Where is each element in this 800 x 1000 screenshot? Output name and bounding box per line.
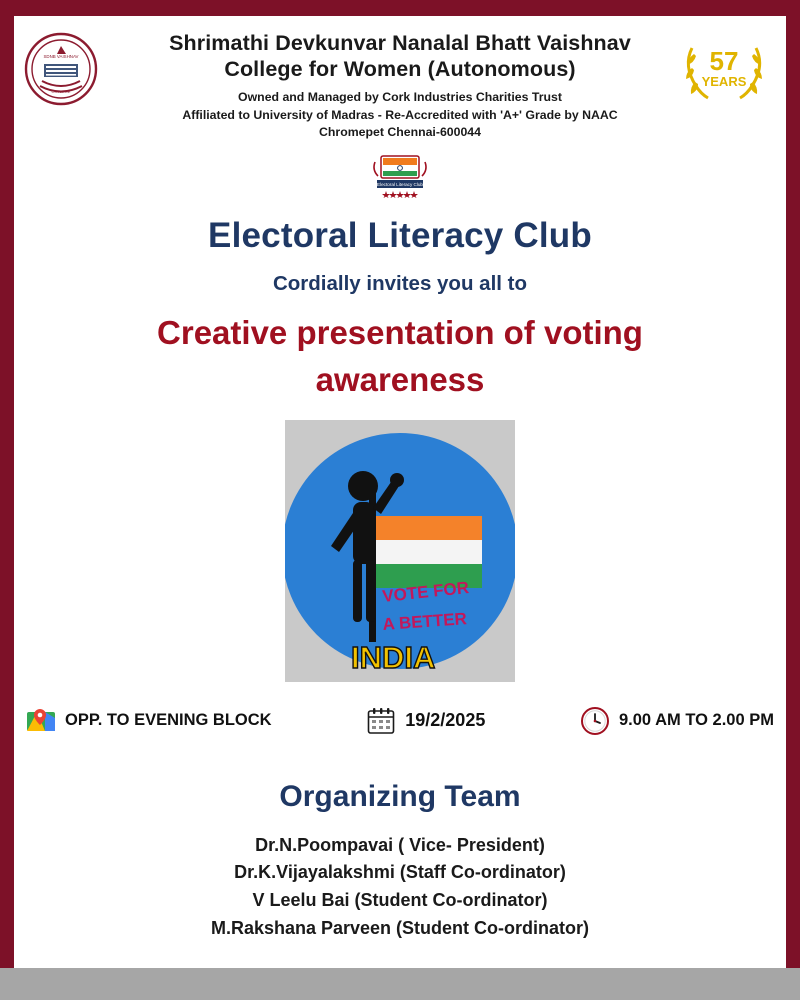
title-block xyxy=(14,216,786,404)
time-text: 9.00 AM TO 2.00 PM xyxy=(619,711,774,730)
venue-detail xyxy=(26,706,272,736)
rangoli-text-line-1: VOTE FOR xyxy=(381,577,470,606)
location-pin-icon xyxy=(26,706,56,736)
club-emblem-caption: Electoral Literacy Club xyxy=(377,181,423,187)
event-title-line-2: awareness xyxy=(315,360,485,398)
team-member: Dr.K.Vijayalakshmi (Staff Co-ordinator) xyxy=(234,862,566,883)
bottom-border-band xyxy=(0,968,800,1000)
event-title xyxy=(90,310,710,404)
years-label: YEARS xyxy=(701,74,747,89)
svg-text:SDNB VAISHNAV: SDNB VAISHNAV xyxy=(43,54,79,59)
rangoli-text-line-2: A BETTER xyxy=(381,608,468,634)
college-subtitle-line-1: Owned and Managed by Cork Industries Charities Trust xyxy=(238,90,562,105)
years-number: 57 xyxy=(709,46,739,76)
event-title-line-1: Creative presentation of voting xyxy=(157,313,643,351)
club-title: Electoral Literacy Club xyxy=(208,215,592,255)
college-name xyxy=(134,30,666,82)
college-subtitle-line-2: Affiliated to University of Madras - Re-Accredited with 'A+' Grade by NAAC xyxy=(182,107,618,122)
college-name-line-1: Shrimathi Devkunvar Nanalal Bhatt Vaishnav xyxy=(169,31,631,55)
calendar-icon xyxy=(366,706,396,736)
organizing-team-list xyxy=(14,832,786,944)
clock-icon xyxy=(580,706,610,736)
svg-text:COLLEGE: COLLEGE xyxy=(51,89,71,94)
college-name-line-2: College for Women (Autonomous) xyxy=(224,57,576,82)
venue-text: OPP. TO EVENING BLOCK xyxy=(65,711,272,730)
date-text: 19/2/2025 xyxy=(405,710,486,731)
right-border-strip xyxy=(786,16,800,968)
date-detail xyxy=(366,706,485,736)
event-details-row xyxy=(26,706,774,736)
organizing-team-title: Organizing Team xyxy=(279,779,521,813)
college-crest-icon xyxy=(24,32,98,106)
college-subtitle xyxy=(104,89,696,141)
left-border-strip xyxy=(0,16,14,968)
poster-header xyxy=(14,16,786,202)
college-subtitle-line-3: Chromepet Chennai-600044 xyxy=(319,125,481,140)
invitation-line: Cordially invites you all to xyxy=(272,271,528,295)
anniversary-badge xyxy=(676,34,772,108)
electoral-literacy-club-emblem-icon xyxy=(369,152,431,198)
rangoli-text-line-3: INDIA xyxy=(351,639,436,675)
top-border-band xyxy=(0,0,800,16)
team-member: V Leelu Bai (Student Co-ordinator) xyxy=(252,890,548,911)
time-detail xyxy=(580,706,774,736)
team-member: M.Rakshana Parveen (Student Co-ordinator) xyxy=(210,918,590,939)
poster-content xyxy=(14,16,786,968)
voting-awareness-rangoli-photo xyxy=(285,420,515,682)
team-member: Dr.N.Poompavai ( Vice- President) xyxy=(255,834,545,855)
